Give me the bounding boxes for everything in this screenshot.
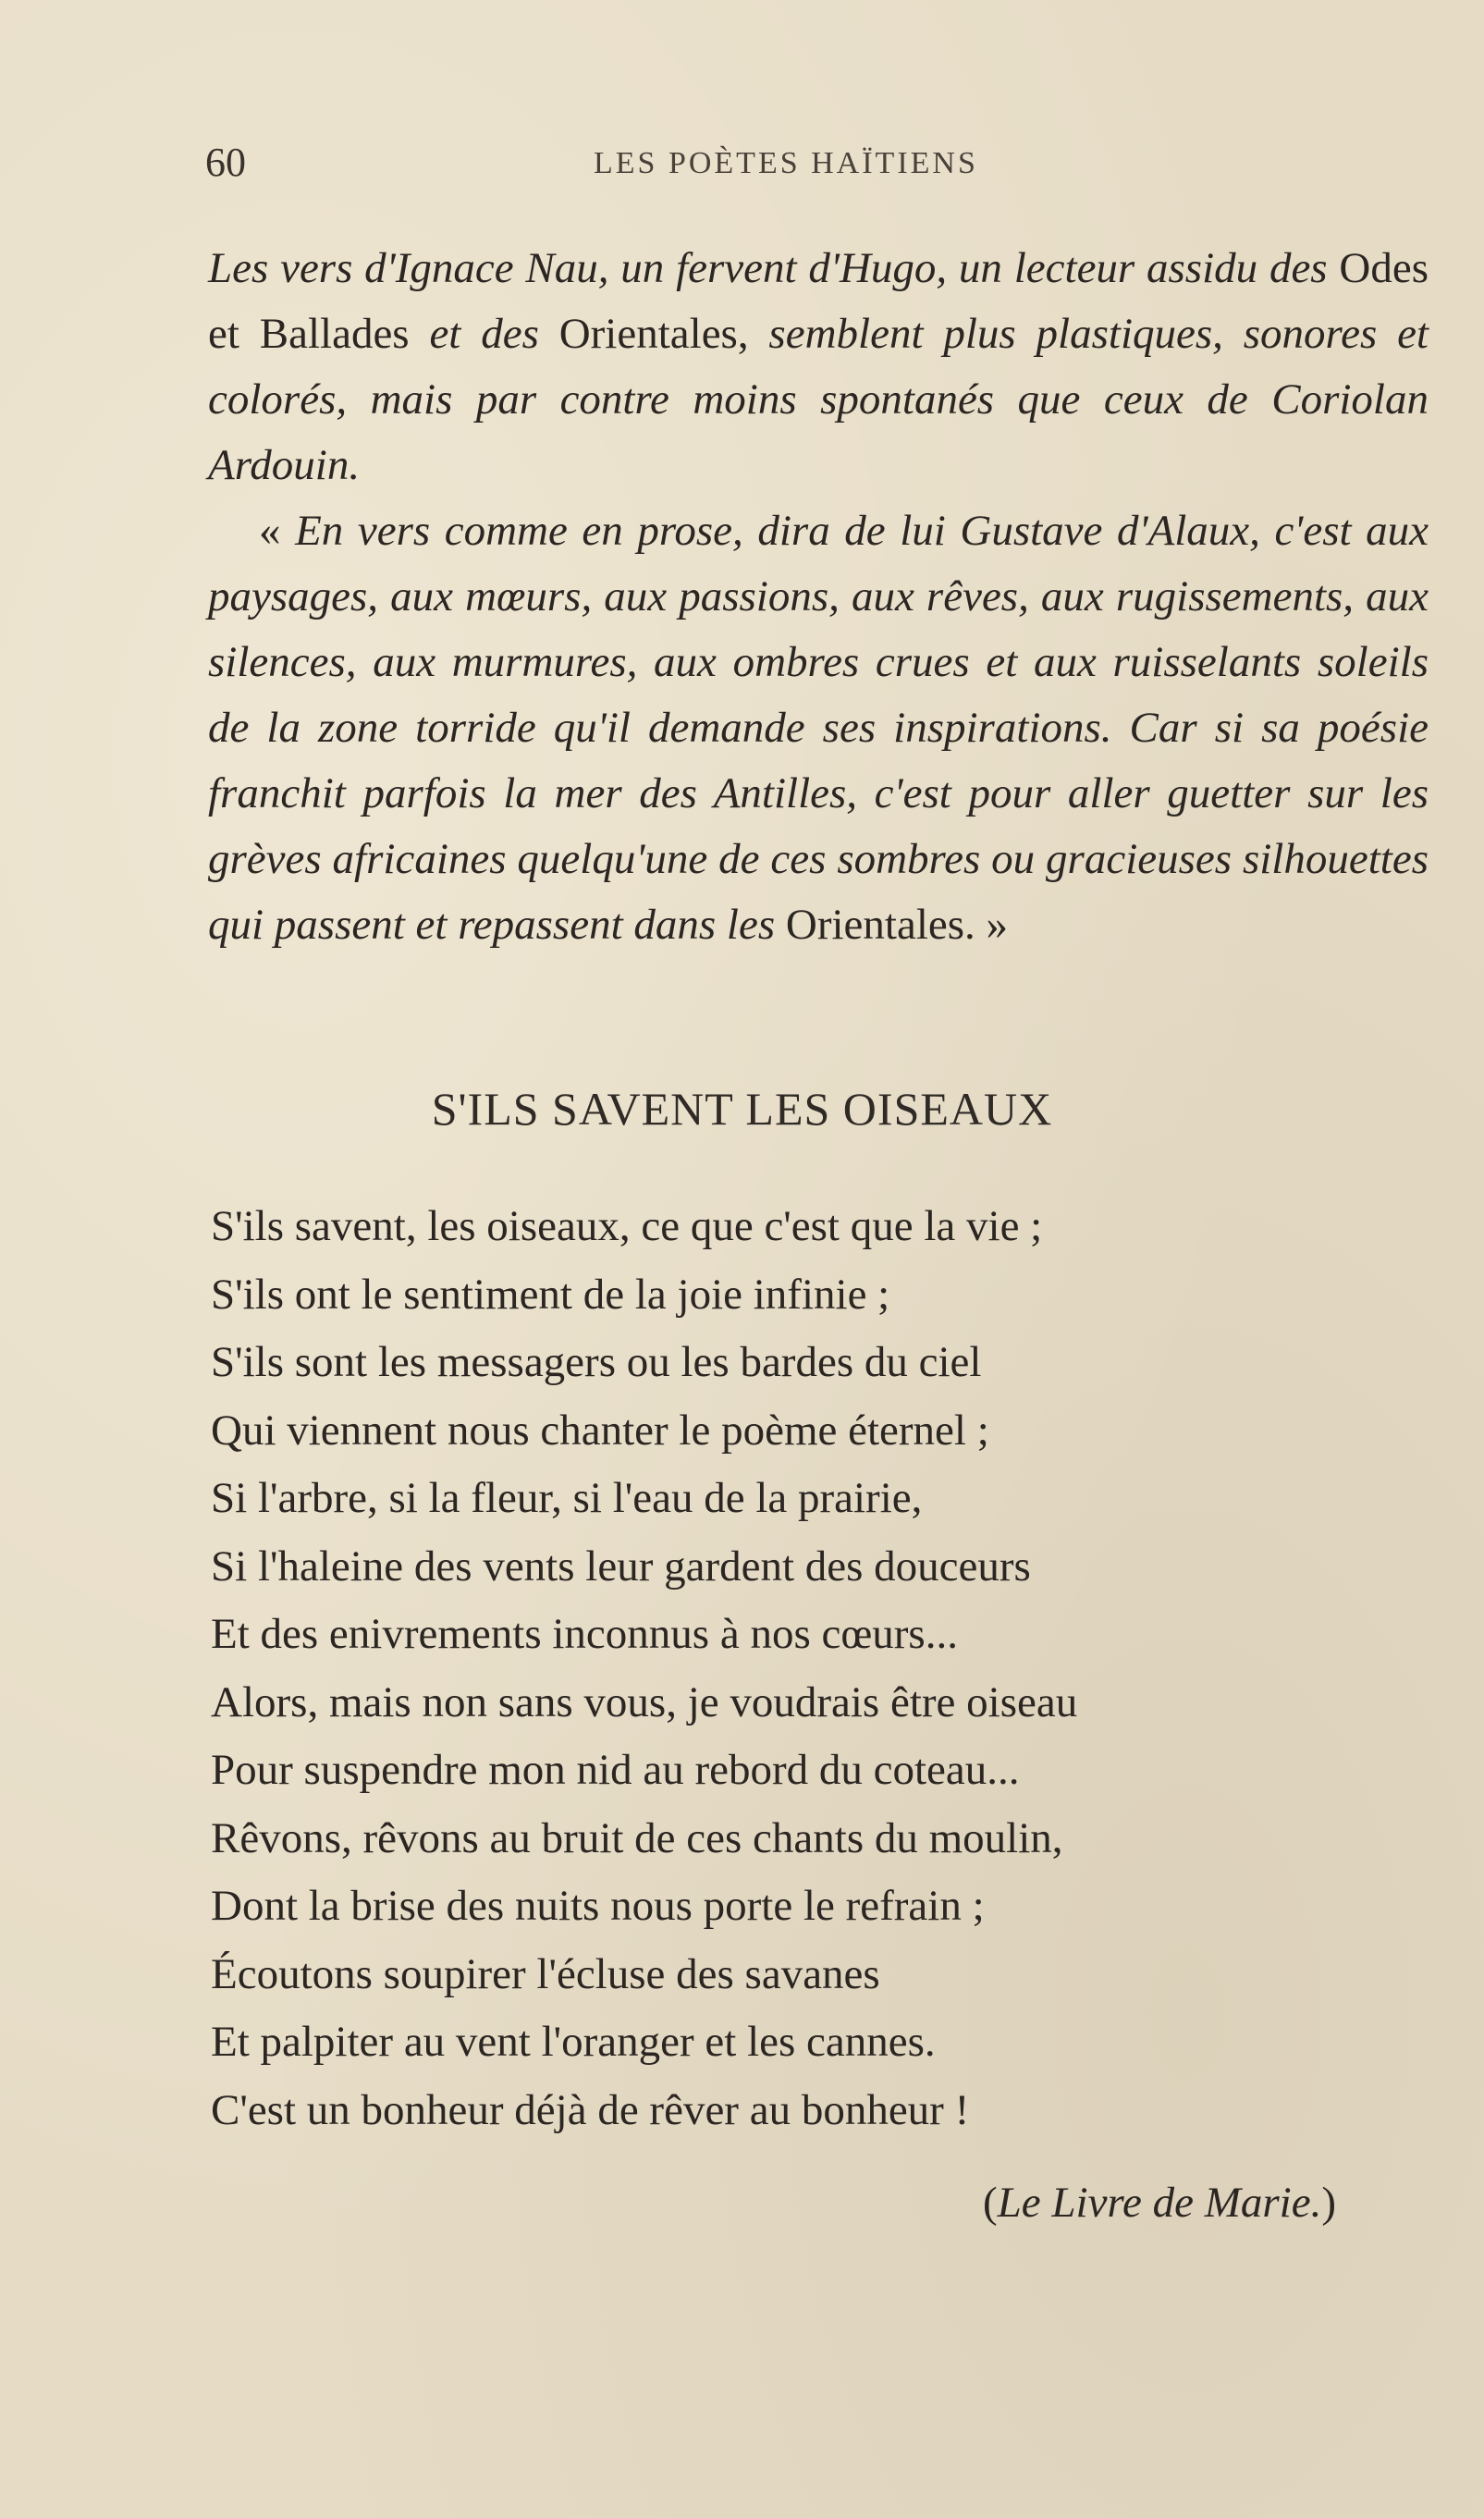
prose-paragraph-2 xyxy=(208,498,1429,958)
poem-line: Et palpiter au vent l'oranger et les cannes. xyxy=(211,2018,936,2066)
source-title: Le Livre de Marie. xyxy=(997,2179,1322,2227)
poem-line: Dont la brise des nuits nous porte le refrain ; xyxy=(211,1882,985,1930)
poem-line: Si l'arbre, si la fleur, si l'eau de la prairie, xyxy=(211,1474,923,1522)
prose-paragraph-1 xyxy=(208,236,1429,498)
page-number: 60 xyxy=(205,140,246,185)
poem-line: S'ils savent, les oiseaux, ce que c'est que la vie ; xyxy=(211,1202,1043,1250)
prose-segment: semblent plus plastiques, sonores et colorés, mais par contre moins spontanés que ceux de Coriolan Ardouin. xyxy=(208,310,1429,489)
prose-block xyxy=(208,236,1429,958)
poem-line: Qui viennent nous chanter le poème éternel ; xyxy=(211,1406,989,1455)
poem-line: S'ils sont les messagers ou les bardes du ciel xyxy=(211,1338,982,1386)
poem-source xyxy=(983,2178,1336,2228)
poem-line: Si l'haleine des vents leur gardent des douceurs xyxy=(211,1542,1031,1591)
running-title: LES POÈTES HAÏTIENS xyxy=(594,146,978,180)
poem-line: Pour suspendre mon nid au rebord du coteau... xyxy=(211,1746,1020,1794)
prose-segment: Orientales. » xyxy=(785,901,1009,949)
poem-title: S'ILS SAVENT LES OISEAUX xyxy=(431,1083,1053,1135)
poem-line: S'ils ont le sentiment de la joie infinie ; xyxy=(211,1270,890,1319)
poem-line: Écoutons soupirer l'écluse des savanes xyxy=(211,1949,880,1998)
prose-segment: En vers comme en prose, dira de lui Gustave d'Alaux, c'est aux paysages, aux mœurs, aux passions, aux rêves, aux rugissements, aux silences, aux murmures, aux ombres crues et aux ruisselants soleils de la zone torride qu'il demande ses inspirations. Car si sa poésie franchit parfois la mer des Antilles, c'est pour aller guetter sur les grèves africaines quelqu'une de ces sombres ou gracieuses silhouettes qui passent et repassent dans les xyxy=(208,507,1429,949)
poem-line: Et des enivrements inconnus à nos cœurs... xyxy=(211,1610,958,1658)
poem-body xyxy=(211,1193,1413,2144)
prose-segment: Odes et Ballades xyxy=(208,244,1429,358)
prose-segment: Les vers d'Ignace Nau, un fervent d'Hugo, un lecteur assidu des xyxy=(208,244,1340,292)
poem-line: C'est un bonheur déjà de rêver au bonheur ! xyxy=(211,2085,970,2134)
prose-segment: Orientales, xyxy=(558,310,749,358)
prose-segment: et des xyxy=(409,310,559,358)
page-header xyxy=(205,139,1426,203)
poem-line: Alors, mais non sans vous, je voudrais être oiseau xyxy=(211,1677,1078,1726)
poem-line: Rêvons, rêvons au bruit de ces chants du moulin, xyxy=(211,1813,1063,1862)
source-paren-close: ) xyxy=(1321,2179,1336,2227)
source-paren-open: ( xyxy=(983,2179,998,2227)
prose-segment: « xyxy=(259,507,296,555)
